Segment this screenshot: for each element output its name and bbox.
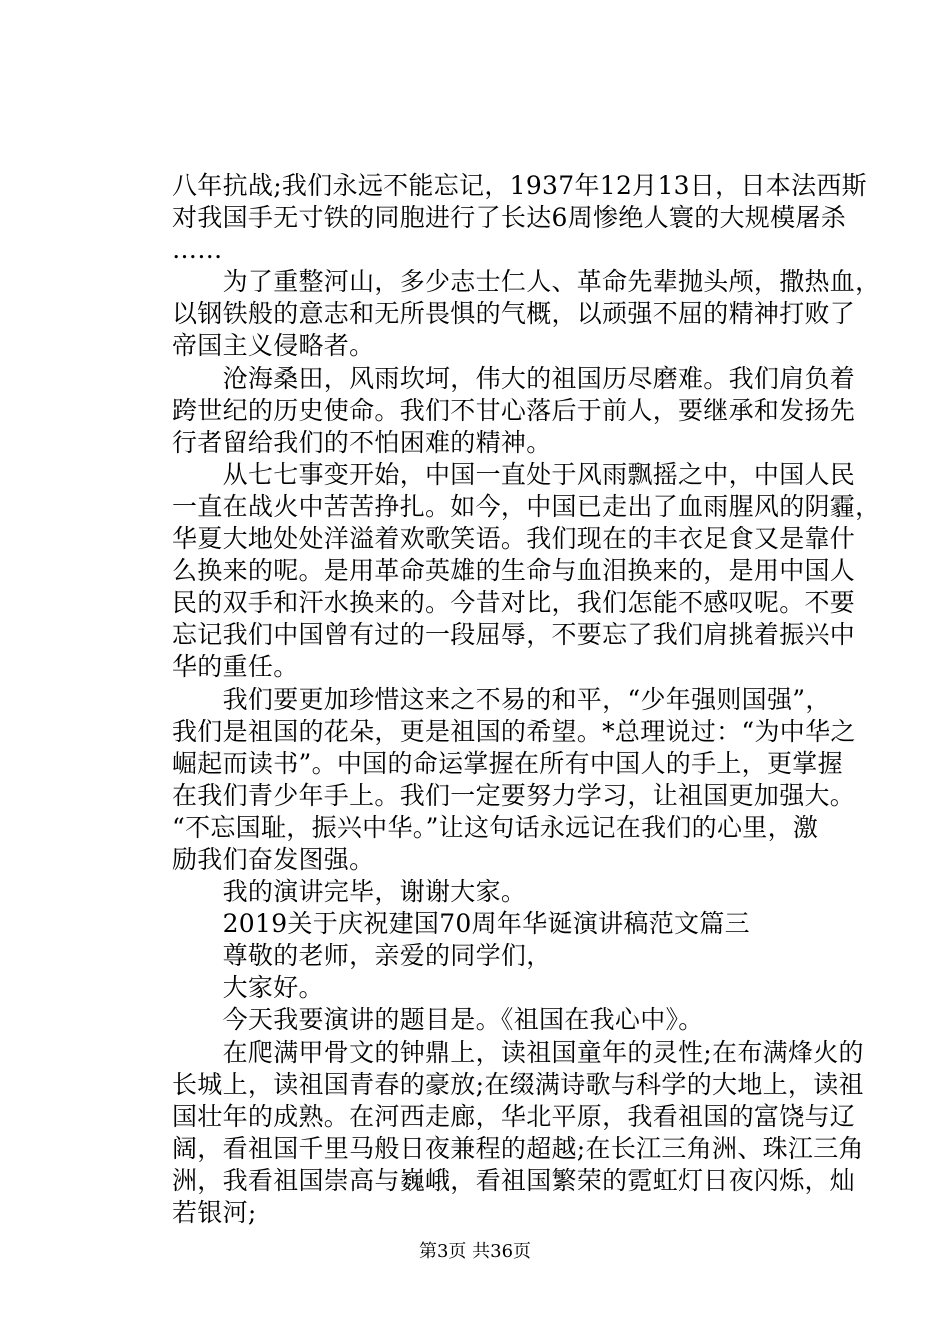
text-line: 今天我要演讲的题目是。《祖国在我心中》。 <box>172 1005 704 1035</box>
page-footer <box>0 1240 950 1264</box>
text-line: 为了重整河山，多少志士仁人、革命先辈抛头颅，撒热血， <box>172 267 881 297</box>
text-line: 大家好。 <box>172 973 324 1003</box>
text-line: 若银河; <box>172 1198 257 1227</box>
text-line: 在爬满甲骨文的钟鼎上，读祖国童年的灵性;在布满烽火的 <box>172 1037 864 1067</box>
text-line: 崛起而读书”。中国的命运掌握在所有中国人的手上，更掌握 <box>172 748 843 778</box>
text-line: 我们是祖国的花朵，更是祖国的希望。*总理说过：“为中华之 <box>172 716 856 746</box>
text-line: “不忘国耻，振兴中华。”让这句话永远记在我们的心里，激 <box>172 812 819 842</box>
text-line: …… <box>172 235 223 265</box>
text-line: 尊敬的老师，亲爱的同学们， <box>172 941 552 971</box>
text-line: 华的重任。 <box>172 652 299 682</box>
text-line: 洲，我看祖国崇高与巍峨，看祖国繁荣的霓虹灯日夜闪烁，灿 <box>172 1165 856 1195</box>
text-line: 忘记我们中国曾有过的一段屈辱，不要忘了我们肩挑着振兴中 <box>172 620 856 650</box>
text-line: 对我国手无寸铁的同胞进行了长达6周惨绝人寰的大规模屠杀 <box>172 203 847 233</box>
text-line: 帝国主义侵略者。 <box>172 331 375 361</box>
body-text <box>172 170 881 1229</box>
text-line: 我的演讲完毕，谢谢大家。 <box>172 877 527 907</box>
text-line: 跨世纪的历史使命。我们不甘心落后于前人，要继承和发扬先 <box>172 395 856 425</box>
text-line: 八年抗战;我们永远不能忘记，1937年12月13日，日本法西斯 <box>172 171 867 200</box>
text-line: 国壮年的成熟。在河西走廊，华北平原，我看祖国的富饶与辽 <box>172 1101 856 1131</box>
text-line: 长城上，读祖国青春的豪放;在缀满诗歌与科学的大地上，读祖 <box>172 1069 864 1099</box>
page-number: 第3页 共36页 <box>418 1241 532 1262</box>
text-line: 沧海桑田，风雨坎坷，伟大的祖国历尽磨难。我们肩负着 <box>172 363 856 393</box>
section-heading: 2019关于庆祝建国70周年华诞演讲稿范文篇三 <box>172 909 750 939</box>
text-line: 么换来的呢。是用革命英雄的生命与血泪换来的，是用中国人 <box>172 556 856 586</box>
text-line: 华夏大地处处洋溢着欢歌笑语。我们现在的丰衣足食又是靠什 <box>172 524 856 554</box>
text-line: 阔，看祖国千里马般日夜兼程的超越;在长江三角洲、珠江三角 <box>172 1133 864 1163</box>
text-line: 民的双手和汗水换来的。今昔对比，我们怎能不感叹呢。不要 <box>172 588 856 618</box>
text-line: 以钢铁般的意志和无所畏惧的气概，以顽强不屈的精神打败了 <box>172 299 856 329</box>
text-line: 一直在战火中苦苦挣扎。如今，中国已走出了血雨腥风的阴霾， <box>172 491 881 521</box>
text-line: 在我们青少年手上。我们一定要努力学习，让祖国更加强大。 <box>172 780 856 810</box>
text-line: 我们要更加珍惜这来之不易的和平，“少年强则国强”， <box>172 684 831 714</box>
text-line: 行者留给我们的不怕困难的精神。 <box>172 427 552 457</box>
text-line: 励我们奋发图强。 <box>172 844 375 874</box>
text-line: 从七七事变开始，中国一直处于风雨飘摇之中，中国人民 <box>172 459 856 489</box>
